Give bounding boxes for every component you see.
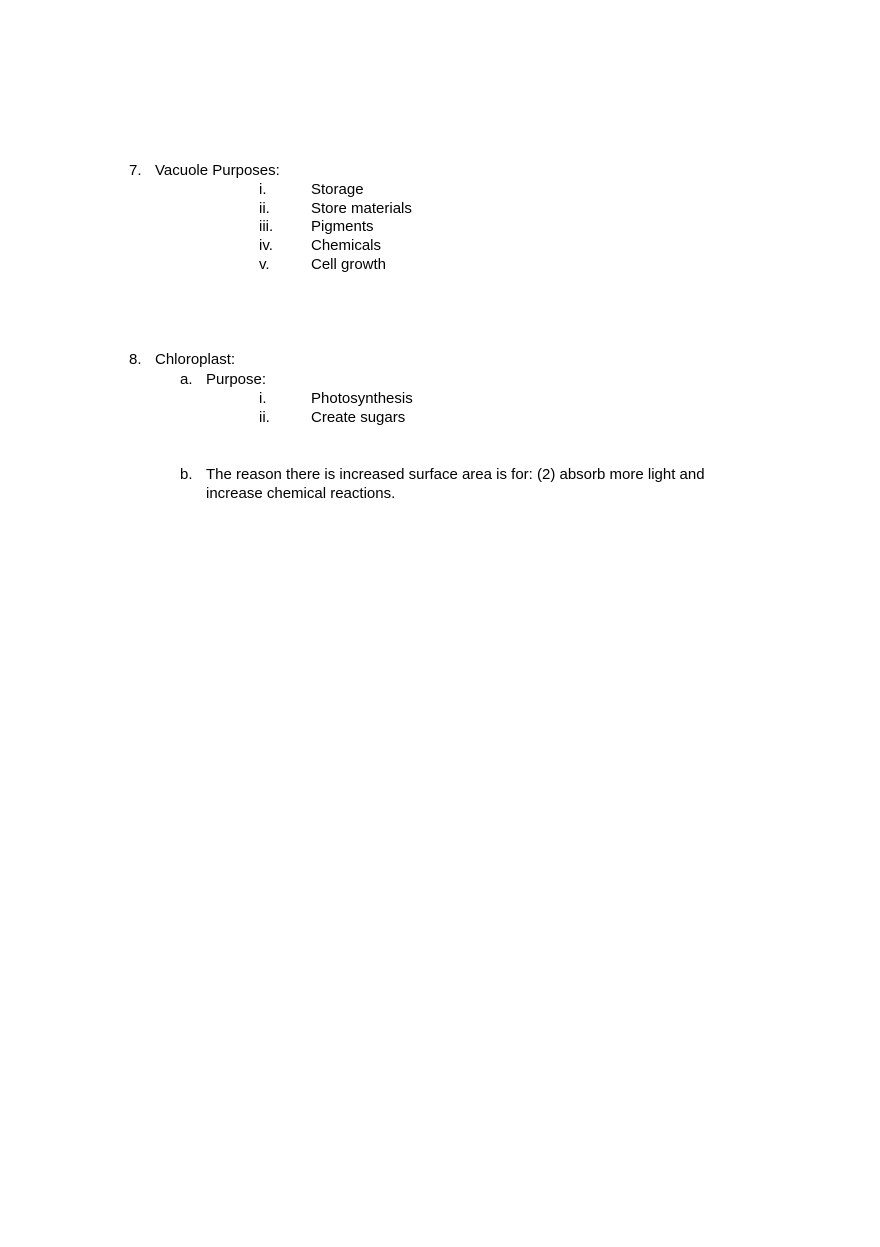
list-item-text: Pigments xyxy=(311,218,374,235)
list-item-text: Chemicals xyxy=(311,237,382,254)
sub-item-b-text-line-2: increase chemical reactions. xyxy=(206,485,396,502)
section-7-heading: Vacuole Purposes: xyxy=(155,162,280,179)
sub-item-a-marker: a. xyxy=(180,371,193,388)
list-item-marker: ii. xyxy=(259,200,270,217)
list-item-text: Store materials xyxy=(311,200,412,217)
list-item-text: Create sugars xyxy=(311,409,406,426)
section-8-heading: Chloroplast: xyxy=(155,351,236,368)
sub-item-b-text-line-1: The reason there is increased surface area is for: (2) absorb more light and xyxy=(206,466,705,483)
list-item-marker: v. xyxy=(259,256,270,273)
section-7-number: 7. xyxy=(129,162,142,179)
list-item-text: Cell growth xyxy=(311,256,387,273)
section-8-number: 8. xyxy=(129,351,142,368)
sub-item-a-label: Purpose: xyxy=(206,371,267,388)
list-item-marker: iii. xyxy=(259,218,274,235)
list-item-text: Storage xyxy=(311,181,364,198)
list-item-marker: i. xyxy=(259,181,267,198)
list-item-marker: iv. xyxy=(259,237,273,254)
list-item-marker: i. xyxy=(259,390,267,407)
list-item-marker: ii. xyxy=(259,409,270,426)
sub-item-b-marker: b. xyxy=(180,466,193,483)
list-item-text: Photosynthesis xyxy=(311,390,413,407)
